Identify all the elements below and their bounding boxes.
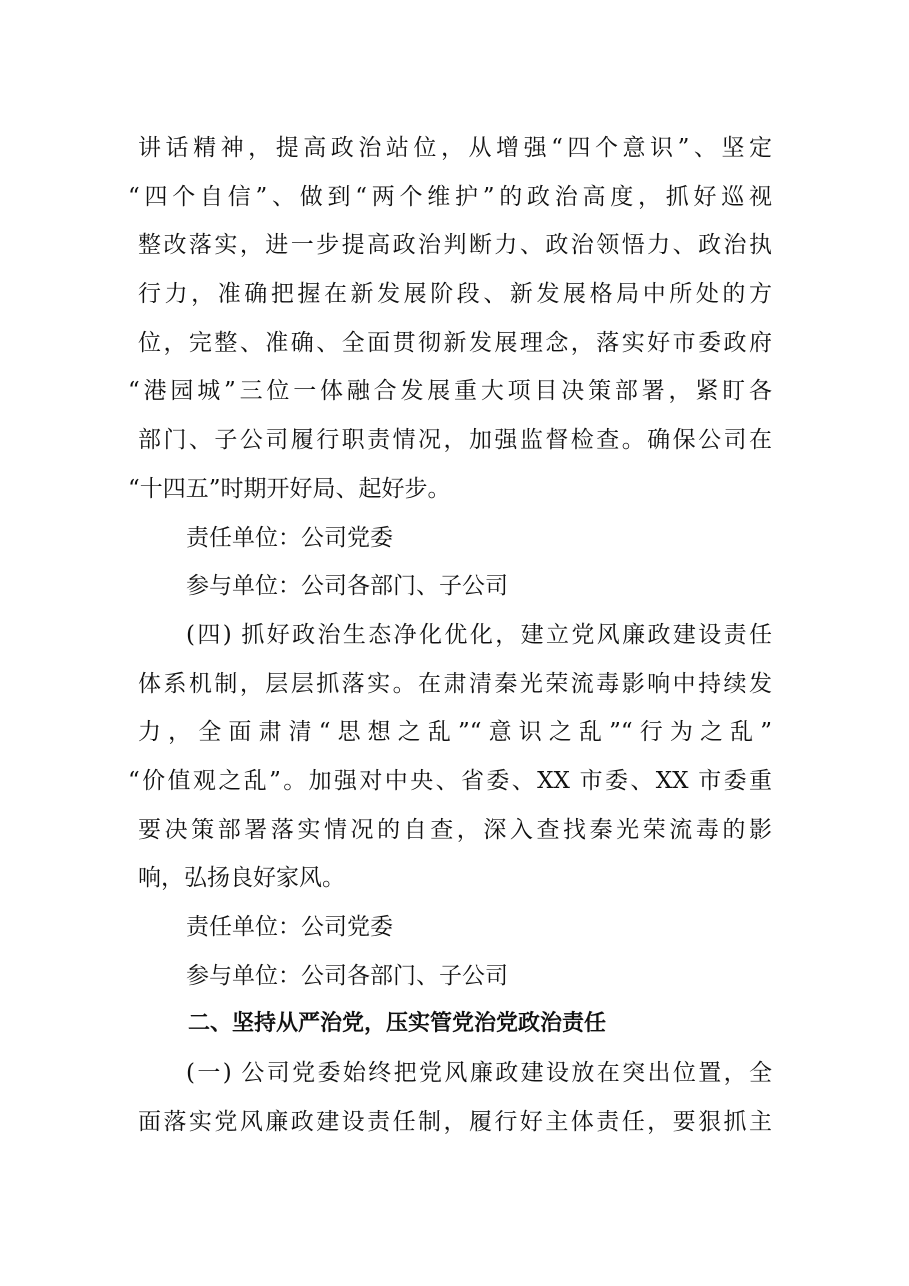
paragraph-line: 体系机制，层层抓落实。在肃清秦光荣流毒影响中持续发 <box>138 670 772 697</box>
paragraph-line: “十四五”时期开好局、起好步。 <box>128 475 451 502</box>
paragraph-line: 力，全面肃清“思想之乱”“意识之乱”“行为之乱” <box>138 719 772 746</box>
paragraph-line: “港园城”三位一体融合发展重大项目决策部署，紧盯各 <box>128 378 772 405</box>
paragraph-line: (一) 公司党委始终把党风廉政建设放在突出位置，全 <box>186 1060 772 1087</box>
paragraph-line: 行力，准确把握在新发展阶段、新发展格局中所处的方 <box>138 281 772 308</box>
paragraph-line: 面落实党风廉政建设责任制，履行好主体责任，要狠抓主 <box>138 1108 772 1135</box>
document-body <box>128 124 772 1146</box>
section-heading: 二、坚持从严治党，压实管党治党政治责任 <box>188 1011 607 1037</box>
paragraph-line: (四) 抓好政治生态净化优化，建立党风廉政建设责任 <box>186 621 772 648</box>
participating-unit-line: 参与单位：公司各部门、子公司 <box>186 962 508 989</box>
paragraph-line: 讲话精神，提高政治站位，从增强“四个意识”、坚定 <box>138 135 772 161</box>
paragraph-line: 响，弘扬良好家风。 <box>138 865 345 892</box>
responsible-unit-line: 责任单位：公司党委 <box>186 914 393 940</box>
paragraph-line: “四个自信”、做到“两个维护”的政治高度，抓好巡视 <box>128 183 772 210</box>
paragraph-line: 整改落实，进一步提高政治判断力、政治领悟力、政治执 <box>138 232 772 259</box>
paragraph-line: 要决策部署落实情况的自查，深入查找秦光荣流毒的影 <box>138 816 772 843</box>
paragraph-line: 位，完整、准确、全面贯彻新发展理念，落实好市委政府 <box>138 329 772 356</box>
responsible-unit-line: 责任单位：公司党委 <box>186 524 393 551</box>
paragraph-line: “价值观之乱”。加强对中央、省委、XX 市委、XX 市委重 <box>128 767 772 794</box>
participating-unit-line: 参与单位：公司各部门、子公司 <box>186 573 508 600</box>
paragraph-line: 部门、子公司履行职责情况，加强监督检查。确保公司在 <box>138 427 772 454</box>
